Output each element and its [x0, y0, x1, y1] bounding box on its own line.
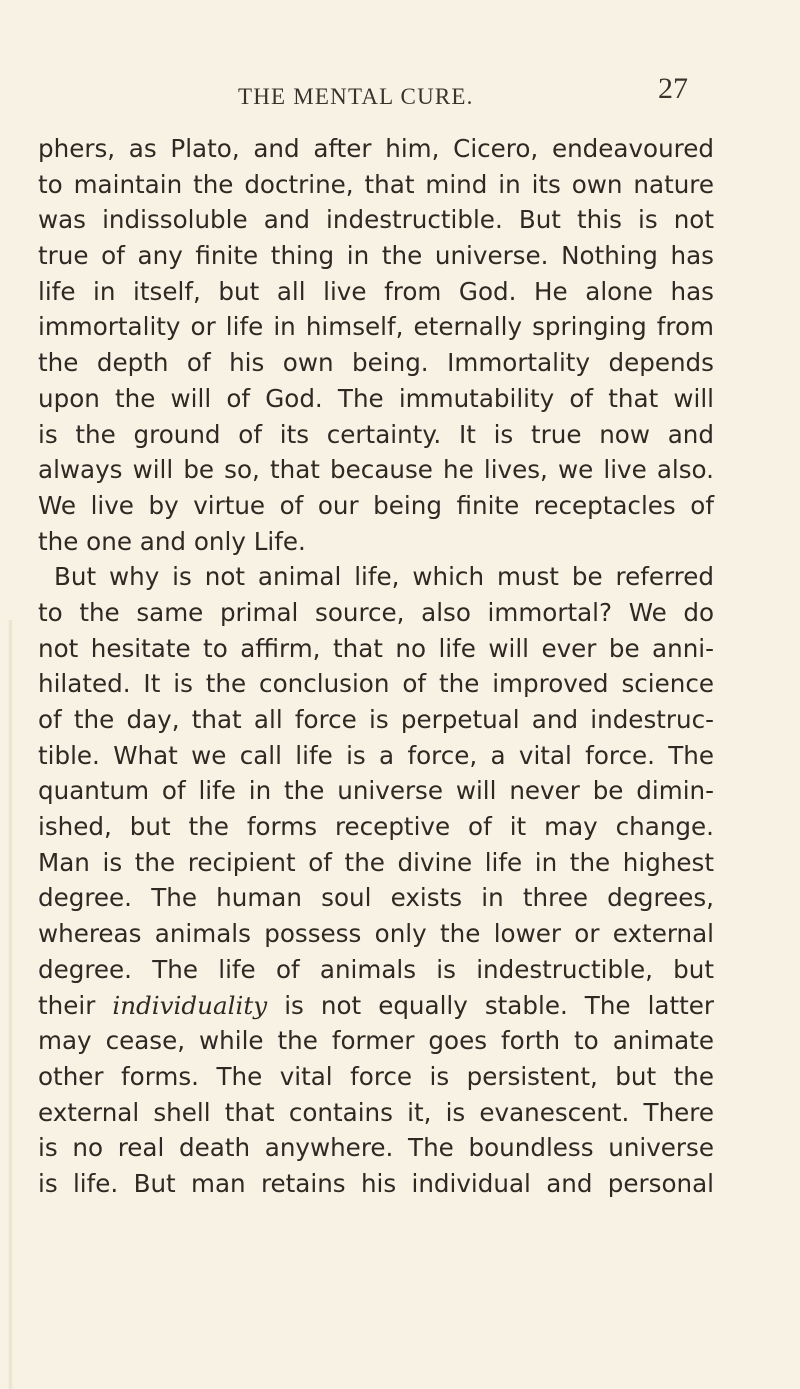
text-line: may cease, while the former goes forth to animate — [38, 1026, 714, 1056]
text-line: life in itself, but all live from God. He alone has — [38, 276, 714, 306]
text-line: Man is the recipient of the divine life in the highest — [38, 847, 714, 877]
text-line: not hesitate to affirm, that no life will ever be anni- — [38, 633, 714, 663]
text-line: external shell that contains it, is evanescent. There — [38, 1097, 714, 1127]
text-line: phers, as Plato, and after him, Cicero, endeavoured — [38, 134, 714, 163]
text-line: We live by virtue of our being finite receptacles of — [38, 490, 714, 520]
text-line: the one and only Life. — [38, 526, 306, 556]
italic-word: individuality — [112, 990, 268, 1020]
text-line: the depth of his own being. Immortality depends — [38, 348, 714, 378]
text-line: degree. The human soul exists in three degrees, — [38, 883, 714, 913]
text-line: ished, but the forms receptive of it may change. — [38, 812, 714, 842]
text-line: always will be so, that because he lives, we live also. — [38, 455, 714, 485]
text-fragment: is not equally stable. The latter — [267, 990, 715, 1020]
text-line: immortality or life in himself, eternally springing from — [38, 312, 714, 342]
gutter-shadow — [8, 620, 13, 1389]
text-line: tible. What we call life is a force, a vital force. The — [38, 740, 714, 770]
text-line: is no real death anywhere. The boundless universe — [38, 1133, 714, 1163]
paragraph-start-line: But why is not animal life, which must be referred — [54, 562, 714, 592]
text-line: is the ground of its certainty. It is true now and — [38, 419, 714, 449]
text-line: was indissoluble and indestructible. But this is not — [38, 205, 714, 235]
text-line: degree. The life of animals is indestructible, but — [38, 954, 714, 984]
text-line: hilated. It is the conclusion of the improved science — [38, 669, 714, 699]
body-text — [38, 131, 714, 1202]
text-line: upon the will of God. The immutability of that will — [38, 383, 714, 413]
text-line: to maintain the doctrine, that mind in its own nature — [38, 169, 714, 199]
text-line: to the same primal source, also immortal? We do — [38, 597, 714, 627]
text-line: quantum of life in the universe will never be dimin- — [38, 776, 714, 806]
text-line: other forms. The vital force is persistent, but the — [38, 1061, 714, 1091]
text-line: of the day, that all force is perpetual and indestruc- — [38, 705, 714, 734]
text-line-with-italic — [38, 988, 714, 1024]
text-line: is life. But man retains his individual and personal — [38, 1168, 714, 1198]
text-fragment: their — [38, 990, 113, 1020]
text-line: true of any finite thing in the universe. Nothing has — [38, 241, 714, 271]
page-number: 27 — [658, 72, 688, 105]
text-line: whereas animals possess only the lower or external — [38, 919, 714, 949]
running-head: THE MENTAL CURE. — [238, 84, 474, 109]
